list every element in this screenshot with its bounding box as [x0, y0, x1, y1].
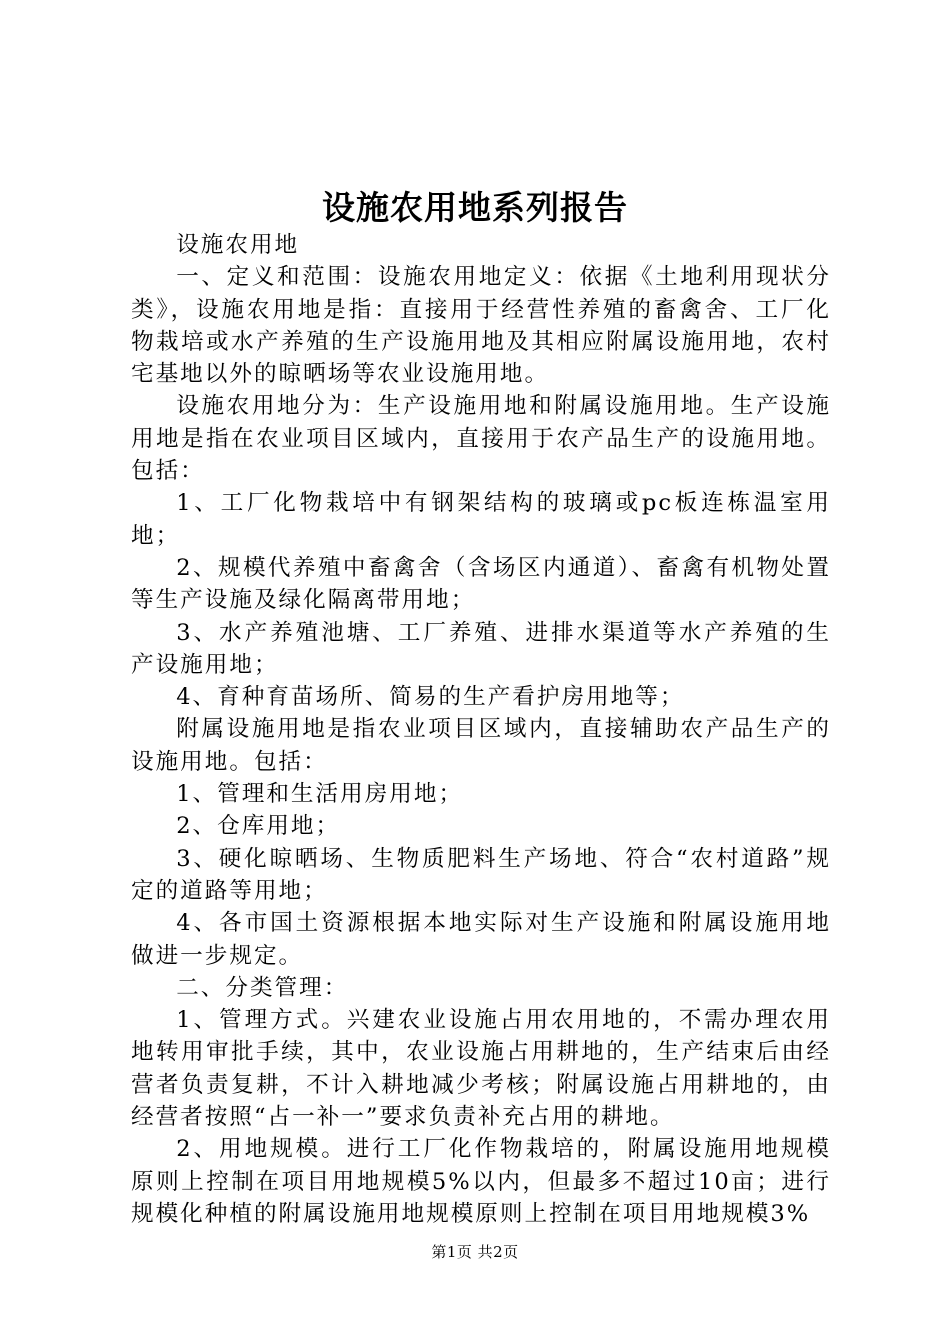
- page-footer: 第1页 共2页: [431, 1243, 519, 1261]
- paragraph: 2、规模代养殖中畜禽舍（含场区内通道）、畜禽有机物处置等生产设施及绿化隔离带用地；: [131, 554, 831, 614]
- paragraph: 2、用地规模。进行工厂化作物栽培的，附属设施用地规模原则上控制在项目用地规模5%以内，但最多不超过10亩；进行规模化种植的附属设施用地规模原则上控制在项目用地规模3%: [131, 1136, 831, 1227]
- paragraph: 二、分类管理：: [176, 974, 349, 1001]
- paragraph: 1、管理方式。兴建农业设施占用农用地的，不需办理农用地转用审批手续，其中，农业设施占用耕地的，生产结束后由经营者负责复耕，不计入耕地减少考核；附属设施占用耕地的，由经营者按照“占一补一”要求负责补充占用的耕地。: [131, 1007, 831, 1131]
- paragraph: 4、育种育苗场所、简易的生产看护房用地等；: [176, 684, 685, 711]
- paragraph: 3、硬化晾晒场、生物质肥料生产场地、符合“农村道路”规定的道路等用地；: [131, 845, 831, 904]
- paragraph: 1、管理和生活用房用地；: [176, 781, 464, 808]
- paragraph: 4、各市国土资源根据本地实际对生产设施和附属设施用地做进一步规定。: [131, 910, 831, 969]
- document-body: [131, 229, 831, 1230]
- paragraph: 2、仓库用地；: [176, 813, 341, 840]
- paragraph: 一、定义和范围：设施农用地定义：依据《土地利用现状分类》，设施农用地是指：直接用于经营性养殖的畜禽舍、工厂化物栽培或水产养殖的生产设施用地及其相应附属设施用地，农村宅基地以外的晾晒场等农业设施用地。: [131, 264, 831, 388]
- paragraph: 附属设施用地是指农业项目区域内，直接辅助农产品生产的设施用地。包括：: [131, 716, 831, 775]
- paragraph: 设施农用地分为：生产设施用地和附属设施用地。生产设施用地是指在农业项目区域内，直接用于农产品生产的设施用地。包括：: [131, 393, 831, 485]
- paragraph: 设施农用地: [176, 232, 300, 258]
- paragraph: 1、工厂化物栽培中有钢架结构的玻璃或pc板连栋温室用地；: [131, 490, 831, 549]
- document-title: 设施农用地系列报告: [322, 188, 628, 227]
- paragraph: 3、水产养殖池塘、工厂养殖、进排水渠道等水产养殖的生产设施用地；: [131, 619, 831, 678]
